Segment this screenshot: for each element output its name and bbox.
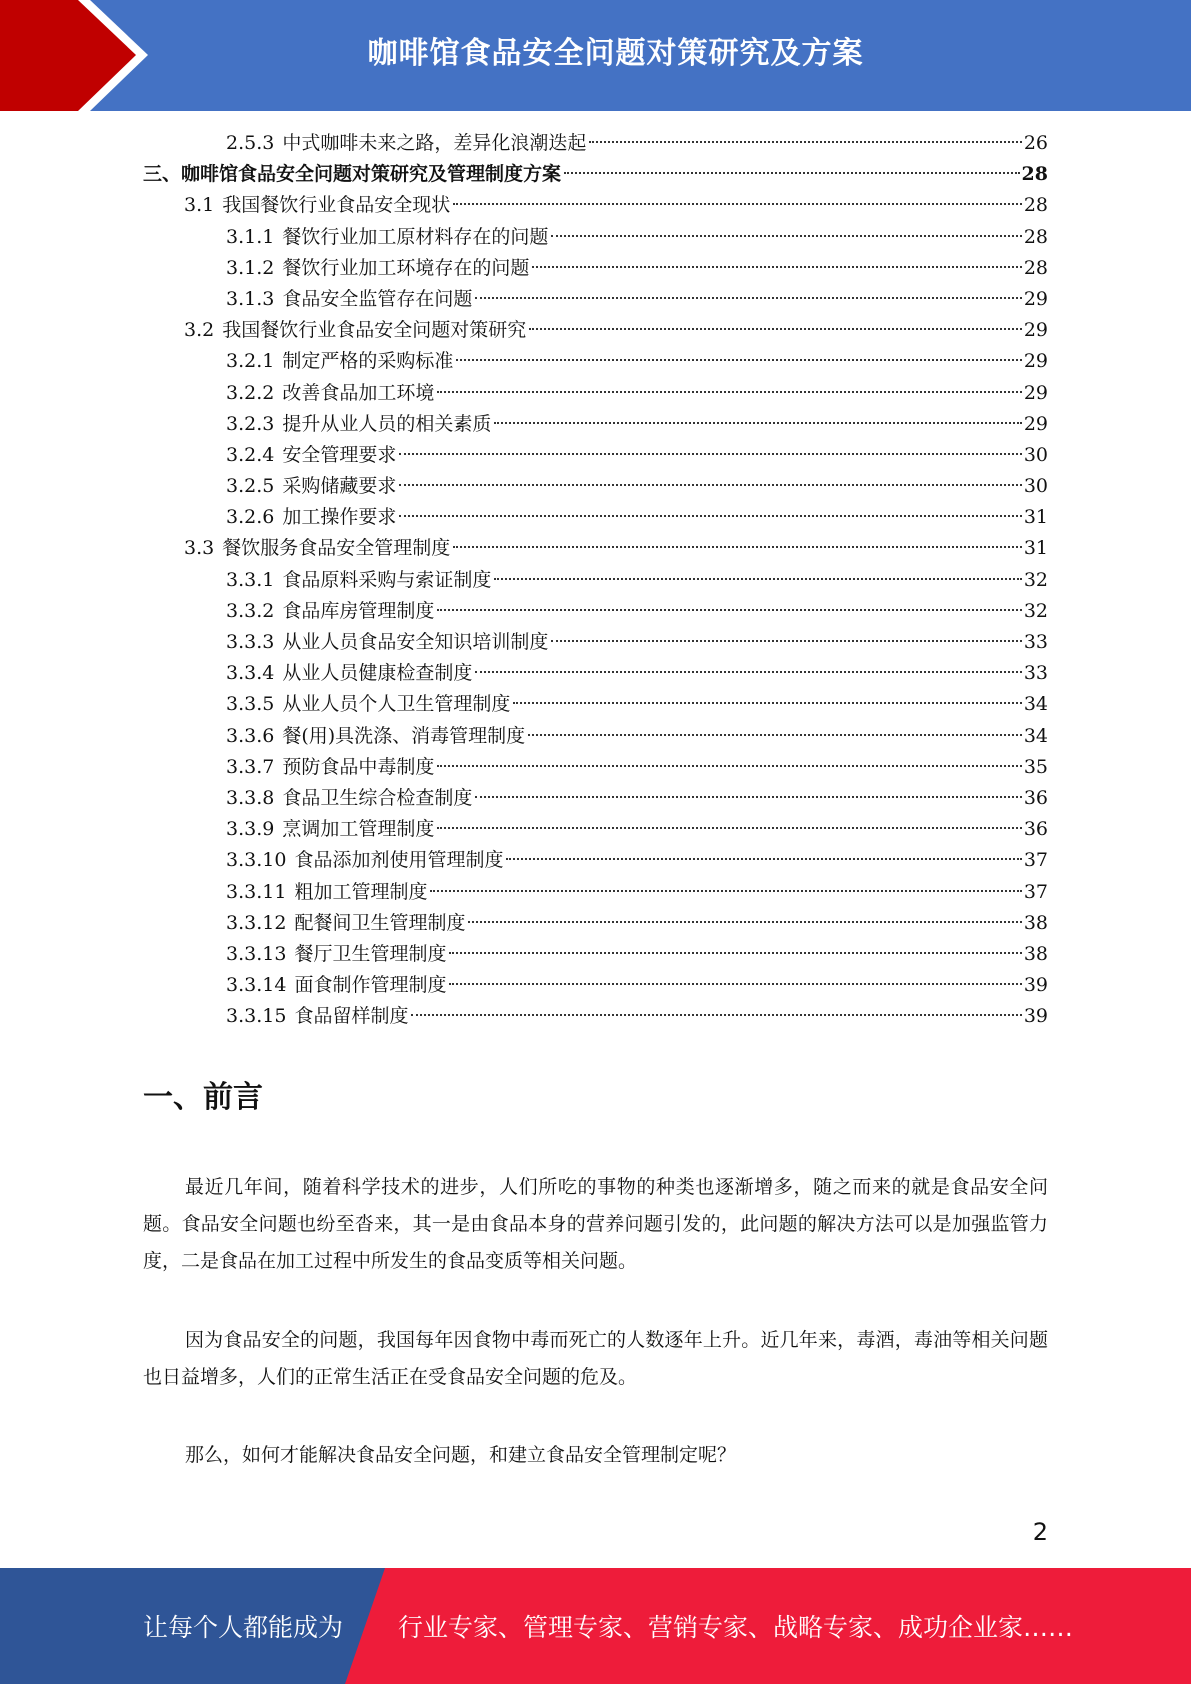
toc-entry[interactable] [143, 596, 1048, 627]
toc-entry-number: 3.2.3 [226, 412, 275, 435]
toc-entry-number: 3.3.5 [226, 693, 275, 716]
toc-leader-dots [453, 546, 1022, 548]
toc-entry-title: 食品卫生综合检查制度 [282, 786, 473, 809]
toc-leader-dots [494, 422, 1021, 424]
toc-entry[interactable] [143, 409, 1048, 440]
toc-entry-title: 制定严格的采购标准 [282, 350, 454, 373]
toc-entry-page: 38 [1023, 911, 1048, 934]
toc-entry-title: 提升从业人员的相关素质 [282, 412, 492, 435]
toc-entry-number: 3.1 [184, 194, 215, 217]
toc-leader-dots [437, 827, 1021, 829]
toc-entry-number: 3.3.7 [226, 755, 275, 778]
toc-entry-title: 预防食品中毒制度 [282, 755, 435, 778]
toc-entry-page: 31 [1023, 506, 1048, 529]
table-of-contents [143, 128, 1048, 1032]
toc-entry-page: 31 [1023, 537, 1048, 560]
toc-leader-dots [449, 983, 1021, 985]
toc-entry-number: 3.1.2 [226, 256, 275, 279]
toc-entry-title: 粗加工管理制度 [294, 880, 428, 903]
toc-entry-number: 3.2.1 [226, 350, 275, 373]
footer-slogan-left: 让每个人都能成为 [143, 1613, 344, 1642]
toc-entry-number: 3.3.1 [226, 568, 275, 591]
toc-entry[interactable] [143, 378, 1048, 409]
toc-entry-page: 36 [1023, 818, 1048, 841]
toc-entry-page: 32 [1023, 599, 1048, 622]
toc-entry-title: 我国餐饮行业食品安全现状 [222, 194, 451, 217]
toc-entry-number: 2.5.3 [226, 132, 275, 154]
toc-entry[interactable] [143, 284, 1048, 315]
toc-entry[interactable] [143, 128, 1048, 159]
toc-entry-number: 3.3.9 [226, 818, 275, 841]
toc-leader-dots [528, 734, 1022, 736]
toc-entry[interactable] [143, 222, 1048, 253]
toc-entry[interactable] [143, 814, 1048, 845]
toc-entry-page: 39 [1023, 974, 1048, 997]
toc-entry[interactable] [143, 783, 1048, 814]
toc-entry-number: 3.2 [184, 319, 215, 342]
toc-entry-page: 26 [1023, 132, 1048, 154]
page-number: 2 [1032, 1518, 1048, 1546]
toc-entry-page: 28 [1023, 225, 1048, 248]
toc-entry-title: 从业人员食品安全知识培训制度 [282, 631, 549, 653]
toc-entry[interactable] [143, 845, 1048, 876]
toc-entry-title: 烹调加工管理制度 [282, 818, 435, 841]
toc-entry-title: 食品添加剂使用管理制度 [294, 849, 504, 872]
toc-leader-dots [475, 297, 1021, 299]
toc-leader-dots [513, 702, 1021, 704]
page-footer [0, 1568, 1191, 1684]
toc-leader-dots [437, 765, 1021, 767]
toc-entry-number: 3.3.6 [226, 724, 275, 747]
toc-entry[interactable] [143, 627, 1048, 658]
header-title: 咖啡馆食品安全问题对策研究及方案 [367, 36, 864, 71]
toc-leader-dots [475, 671, 1021, 673]
toc-entry-title: 采购储藏要求 [282, 475, 397, 498]
toc-entry-title: 餐饮行业加工原材料存在的问题 [282, 225, 549, 248]
toc-entry[interactable] [143, 346, 1048, 377]
toc-leader-dots [399, 453, 1021, 455]
toc-entry[interactable] [143, 190, 1048, 221]
toc-entry-page: 37 [1023, 880, 1048, 903]
toc-entry-title: 中式咖啡未来之路，差异化浪潮迭起 [282, 132, 587, 154]
toc-entry[interactable] [143, 565, 1048, 596]
toc-entry-title: 从业人员个人卫生管理制度 [282, 693, 511, 716]
toc-entry-number: 3.3.12 [226, 911, 287, 934]
toc-entry-page: 29 [1023, 412, 1048, 435]
toc-leader-dots [564, 172, 1020, 174]
toc-leader-dots [475, 796, 1021, 798]
toc-leader-dots [449, 952, 1021, 954]
toc-entry-number: 3.3.15 [226, 1005, 287, 1028]
toc-entry-page: 37 [1023, 849, 1048, 872]
toc-entry[interactable] [143, 502, 1048, 533]
toc-entry-title: 食品库房管理制度 [282, 599, 435, 622]
toc-entry-number: 3.3.13 [226, 942, 287, 965]
toc-leader-dots [456, 359, 1021, 361]
toc-entry-page: 34 [1023, 724, 1048, 747]
toc-entry[interactable] [143, 315, 1048, 346]
toc-entry-number: 3.2.4 [226, 443, 275, 466]
toc-leader-dots [589, 141, 1021, 143]
toc-entry-title: 餐(用)具洗涤、消毒管理制度 [282, 724, 526, 747]
toc-entry[interactable] [143, 877, 1048, 908]
toc-entry[interactable] [143, 939, 1048, 970]
toc-entry-number: 3.1.3 [226, 287, 275, 310]
toc-entry-page: 30 [1023, 443, 1048, 466]
toc-entry-title: 安全管理要求 [282, 443, 397, 466]
toc-entry-page: 28 [1021, 163, 1048, 186]
toc-entry[interactable] [143, 970, 1048, 1001]
toc-entry-page: 28 [1023, 256, 1048, 279]
toc-entry[interactable] [143, 1001, 1048, 1032]
toc-entry-page: 29 [1023, 381, 1048, 404]
toc-entry-title: 餐厅卫生管理制度 [294, 942, 447, 965]
toc-leader-dots [399, 515, 1021, 517]
toc-entry-number: 3.3.14 [226, 974, 287, 997]
toc-entry-title: 改善食品加工环境 [282, 381, 435, 404]
toc-entry-page: 33 [1023, 631, 1048, 653]
toc-entry-title: 加工操作要求 [282, 506, 397, 529]
toc-entry-page: 28 [1023, 194, 1048, 217]
toc-entry[interactable] [143, 658, 1048, 689]
toc-entry-title: 食品留样制度 [294, 1005, 409, 1028]
toc-entry-title: 食品原料采购与索证制度 [282, 568, 492, 591]
toc-entry[interactable] [143, 908, 1048, 939]
paragraph: 因为食品安全的问题，我国每年因食物中毒而死亡的人数逐年上升。近几年来，毒酒，毒油等相关问题也日益增多，人们的正常生活正在受食品安全问题的危及。 [143, 1329, 1048, 1388]
toc-entry-page: 36 [1023, 786, 1048, 809]
toc-entry-page: 29 [1023, 287, 1048, 310]
toc-entry-page: 35 [1023, 755, 1048, 778]
toc-entry-page: 29 [1023, 319, 1048, 342]
page-header [0, 0, 1191, 111]
toc-leader-dots [468, 921, 1021, 923]
toc-entry[interactable] [143, 752, 1048, 783]
paragraph: 最近几年间，随着科学技术的进步，人们所吃的事物的种类也逐渐增多，随之而来的就是食品安全问题。食品安全问题也纷至沓来，其一是由食品本身的营养问题引发的，此问题的解决方法可以是加强监管力度，二是食品在加工过程中所发生的食品变质等相关问题。 [143, 1176, 1048, 1272]
toc-entry-title: 餐饮服务食品安全管理制度 [222, 537, 451, 560]
toc-entry-number: 3.3.4 [226, 662, 275, 685]
toc-leader-dots [506, 858, 1021, 860]
toc-entry[interactable] [143, 159, 1048, 190]
footer-slogan-right: 行业专家、管理专家、营销专家、战略专家、成功企业家…… [398, 1613, 1074, 1642]
toc-entry-number: 3.3.2 [226, 599, 275, 622]
toc-entry-number: 3.1.1 [226, 225, 275, 248]
toc-entry-title: 餐饮行业加工环境存在的问题 [282, 256, 530, 279]
toc-entry-number: 3.3 [184, 537, 215, 560]
toc-entry-number: 3.3.11 [226, 880, 287, 903]
toc-leader-dots [551, 640, 1021, 642]
toc-entry[interactable] [143, 253, 1048, 284]
toc-entry-title: 食品安全监管存在问题 [282, 287, 473, 310]
toc-entry-title: 从业人员健康检查制度 [282, 662, 473, 685]
toc-entry-title: 配餐间卫生管理制度 [294, 911, 466, 934]
toc-entry[interactable] [143, 533, 1048, 564]
toc-entry-page: 34 [1023, 693, 1048, 716]
toc-entry-page: 39 [1023, 1005, 1048, 1028]
toc-entry-title: 我国餐饮行业食品安全问题对策研究 [222, 319, 527, 342]
toc-leader-dots [453, 203, 1022, 205]
toc-entry-page: 33 [1023, 662, 1048, 685]
toc-leader-dots [494, 578, 1021, 580]
toc-leader-dots [529, 328, 1022, 330]
toc-entry-number: 3.3.8 [226, 786, 275, 809]
toc-leader-dots [411, 1014, 1021, 1016]
toc-entry-page: 29 [1023, 350, 1048, 373]
toc-entry[interactable] [143, 440, 1048, 471]
toc-entry[interactable] [143, 721, 1048, 752]
toc-entry-page: 32 [1023, 568, 1048, 591]
toc-entry-number: 3.2.6 [226, 506, 275, 529]
toc-entry-number: 3.3.10 [226, 849, 287, 872]
toc-entry-page: 38 [1023, 942, 1048, 965]
toc-leader-dots [532, 266, 1021, 268]
toc-leader-dots [437, 391, 1021, 393]
toc-entry[interactable] [143, 471, 1048, 502]
paragraph: 那么，如何才能解决食品安全问题，和建立食品安全管理制定呢？ [185, 1444, 737, 1466]
toc-leader-dots [430, 890, 1021, 892]
toc-entry[interactable] [143, 689, 1048, 720]
toc-entry-number: 3.3.3 [226, 631, 275, 653]
toc-leader-dots [551, 235, 1021, 237]
toc-entry-title: 面食制作管理制度 [294, 974, 447, 997]
section-title: 一、前言 [143, 1080, 263, 1115]
toc-entry-title: 三、咖啡馆食品安全问题对策研究及管理制度方案 [143, 163, 562, 186]
toc-entry-number: 3.2.2 [226, 381, 275, 404]
toc-entry-page: 30 [1023, 475, 1048, 498]
toc-entry-number: 3.2.5 [226, 475, 275, 498]
toc-leader-dots [399, 484, 1021, 486]
toc-leader-dots [437, 609, 1021, 611]
